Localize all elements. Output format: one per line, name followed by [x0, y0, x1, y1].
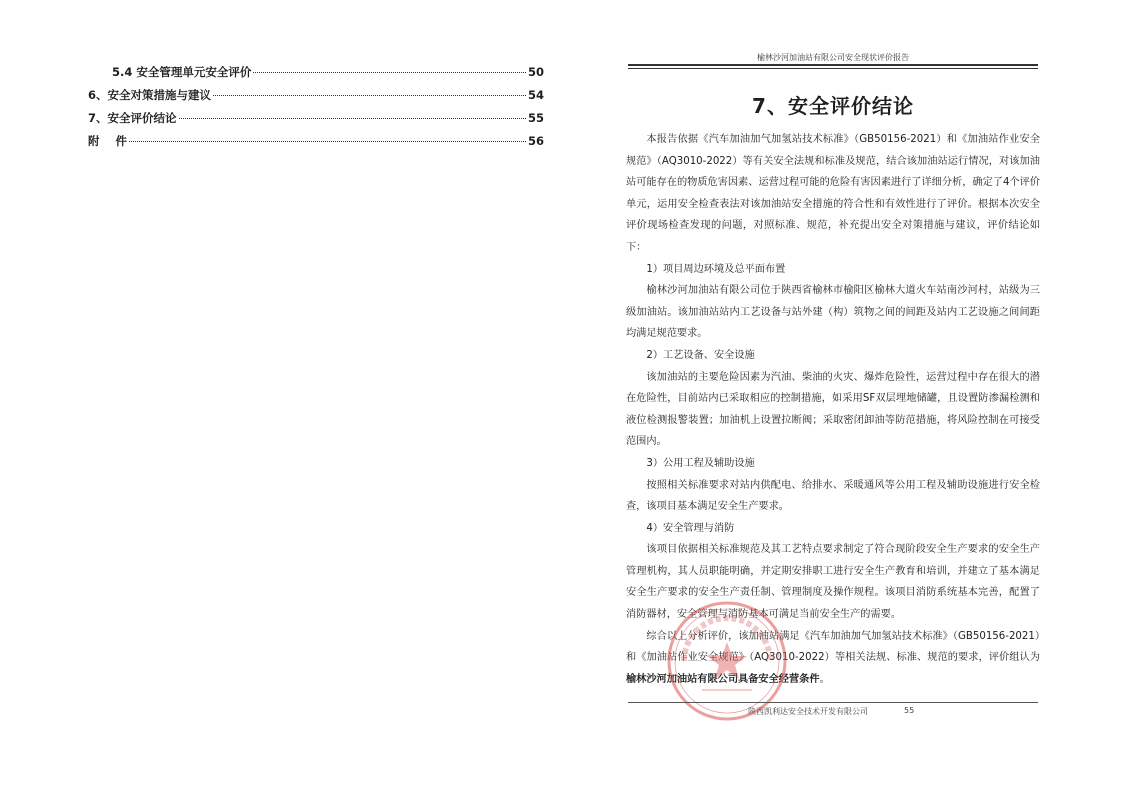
toc-entry-page: 55 — [527, 111, 544, 125]
footer-rule — [628, 702, 1038, 703]
conclusion-end: 。 — [819, 673, 830, 685]
toc-entry-appendix[interactable] — [88, 133, 544, 156]
toc-leader-dots — [213, 95, 526, 96]
conclusion-bold-text: 榆林沙河加油站有限公司具备安全经营条件 — [626, 673, 820, 685]
section-paragraph-4: 该项目依据相关标准规范及其工艺特点要求制定了符合现阶段安全生产要求的安全生产管理机构，其人员职能明确，并定期安排职工进行安全生产教育和培训，并建立了基本满足安全生产要求的安全生产责任制、管理制度及操作规程。该项目消防系统基本完善，配置了消防器材，安全管理与消防基本可满足当前安全生产的需要。 — [626, 544, 1040, 621]
section-paragraph-2: 该加油站的主要危险因素为汽油、柴油的火灾、爆炸危险性，运营过程中存在很大的潜在危险性，目前站内已采取相应的控制措施，如采用SF双层埋地储罐，且设置防渗漏检测和液位检测报警装置；加油机上设置拉断阀；采取密闭卸油等防范措施，将风险控制在可接受范围内。 — [626, 371, 1040, 448]
header-rule — [628, 64, 1038, 69]
toc-entry-7[interactable] — [88, 110, 544, 133]
section-paragraph-3: 按照相关标准要求对站内供配电、给排水、采暖通风等公用工程及辅助设施进行安全检查，该项目基本满足安全生产要求。 — [626, 479, 1040, 513]
toc-leader-dots — [129, 141, 526, 142]
toc-entry-label: 5.4 安全管理单元安全评价 — [112, 65, 252, 79]
toc-entry-page: 56 — [527, 134, 544, 148]
toc-entry-label: 6、安全对策措施与建议 — [88, 88, 212, 102]
toc-entry-6[interactable] — [88, 87, 544, 110]
section-heading-1: 1）项目周边环境及总平面布置 — [646, 263, 786, 275]
toc-leader-dots — [253, 72, 526, 73]
toc-entry-page: 54 — [527, 88, 544, 102]
toc-entry-5-4[interactable] — [88, 64, 544, 87]
toc-entry-label: 附 件 — [88, 134, 128, 148]
section-paragraph-1: 榆林沙河加油站有限公司位于陕西省榆林市榆阳区榆林大道火车站南沙河村，站级为三级加油站。该加油站站内工艺设备与站外建（构）筑物之间的间距及站内工艺设施之间间距均满足规范要求。 — [626, 285, 1040, 340]
toc-entry-label: 7、安全评价结论 — [88, 111, 177, 125]
section-heading-4: 4）安全管理与消防 — [646, 522, 735, 534]
section-heading-3: 3）公用工程及辅助设施 — [646, 457, 755, 469]
section-heading-2: 2）工艺设备、安全设施 — [646, 349, 755, 361]
page-number: 55 — [904, 706, 915, 715]
toc-leader-dots — [179, 118, 526, 119]
running-header: 榆林沙河加油站有限公司安全现状评价报告 — [757, 53, 909, 62]
table-of-contents — [88, 64, 544, 156]
intro-paragraph: 本报告依据《汽车加油加气加氢站技术标准》（GB50156-2021）和《加油站作业安全规范》（AQ3010-2022）等有关安全法规和标准及规范，结合该加油站运行情况，对该加油站可能存在的物质危害因素、运营过程可能的危险有害因素进行了详细分析，确定了4个评价单元，运用安全检查表法对该加油站安全措施的符合性和有效性进行了评价。根据本次安全评价现场检查发现的问题，对照标准、规范，补充提出安全对策措施与建议，评价结论如下： — [626, 134, 1040, 253]
toc-entry-page: 50 — [527, 65, 544, 79]
chapter-title: 7、安全评价结论 — [752, 94, 914, 118]
conclusion-text: 综合以上分析评价，该加油站满足《汽车加油加气加氢站技术标准》（GB50156-2021）和《加油站作业安全规范》（AQ3010-2022）等相关法规、标准、规范的要求，评价组认为 — [626, 630, 1040, 664]
footer-company: 陕西凯利达安全技术开发有限公司 — [748, 707, 868, 716]
